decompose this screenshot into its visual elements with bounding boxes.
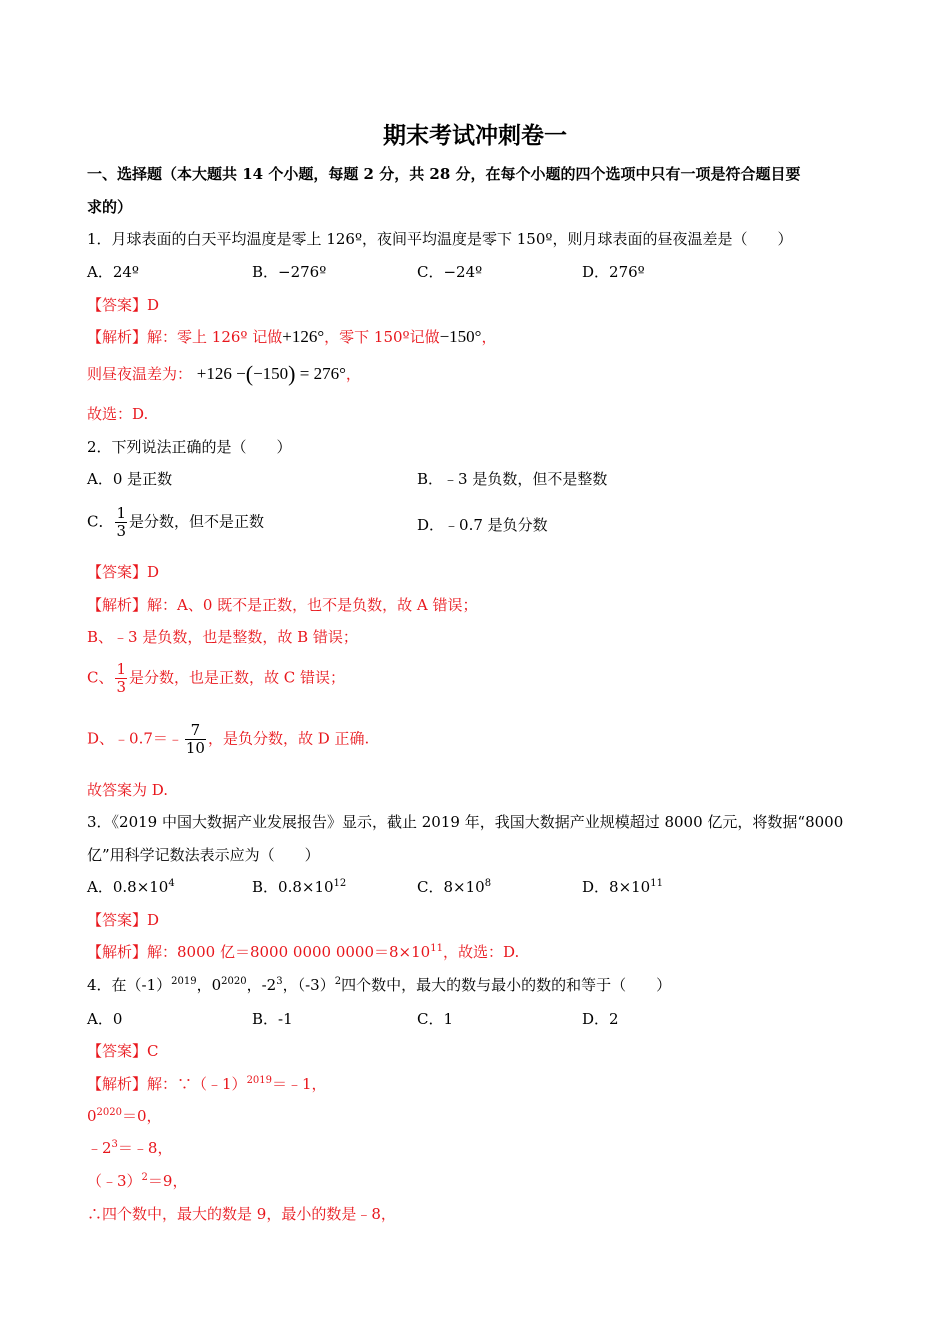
answer-label: 【答案】 xyxy=(87,296,148,314)
frac-numerator: 1 xyxy=(116,660,127,678)
q3-opt-d-base: D．8×10 xyxy=(582,878,651,896)
frac-numerator: 1 xyxy=(116,504,127,522)
q3-opt-c-exp: 8 xyxy=(484,878,492,889)
q3-opt-c-base: C．8×10 xyxy=(417,878,485,896)
q2-solution-a xyxy=(87,595,478,615)
q4-sol3-pre: ﹣2 xyxy=(87,1139,112,1157)
q2-sol-a-text: 解：A、0 既不是正数，也不是负数，故 A 错误； xyxy=(147,596,478,614)
q1-solution-line2 xyxy=(87,361,361,386)
q4-solution-line4 xyxy=(87,1171,187,1191)
q2-option-c xyxy=(87,505,264,540)
q4-solution-line2 xyxy=(87,1106,162,1126)
q2-option-b: B．﹣3 是负数，但不是整数 xyxy=(417,470,608,488)
q3-opt-b-exp: 12 xyxy=(333,878,347,889)
q4-stem-a: 4．在（-1） xyxy=(87,976,172,994)
q2-stem: 2．下列说法正确的是（ ） xyxy=(87,438,292,456)
q2-answer-value: D xyxy=(147,563,160,581)
q2-conclusion: 故答案为 D. xyxy=(87,781,169,799)
q3-solution xyxy=(87,942,519,962)
q4-answer-value: C xyxy=(147,1042,159,1060)
analysis-label: 【解析】 xyxy=(87,596,148,614)
q2-sol-c-post: 是分数，也是正数，故 C 错误； xyxy=(129,668,346,687)
fraction-seven-tenths xyxy=(185,722,206,757)
q1-sol1-end: ， xyxy=(481,328,497,346)
q1-sol1-math1: +126° xyxy=(282,327,325,346)
q1-option-b: B．−276º xyxy=(252,263,327,281)
q1-sol2-math: +126 −(−150) = 276° xyxy=(196,361,346,386)
q4-option-a: A．0 xyxy=(87,1010,123,1028)
q4-exp4: 2 xyxy=(334,976,342,987)
q2-solution-c xyxy=(87,661,345,696)
q2-optc-label: C． xyxy=(87,512,114,531)
q2-option-d: D．﹣0.7 是负分数 xyxy=(417,516,548,534)
q3-opt-a-exp: 4 xyxy=(168,878,175,889)
section-heading-cont: 求的） xyxy=(87,198,133,216)
q2-option-a: A．0 是正数 xyxy=(87,470,173,488)
q2-solution-b: B、﹣3 是负数，也是整数，故 B 错误； xyxy=(87,628,358,646)
q1-solution-line1 xyxy=(87,327,497,347)
section-heading: 一、选择题（本大题共 14 个小题，每题 2 分，共 28 分，在每个小题的四个选项中只有一项是符合题目要 xyxy=(87,165,801,183)
fraction-one-third xyxy=(115,661,127,696)
answer-label: 【答案】 xyxy=(87,563,148,581)
q1-stem: 1．月球表面的白天平均温度是零上 126º，夜间平均温度是零下 150º，则月球表面的昼夜温差是（ ） xyxy=(87,230,793,248)
q4-sol2-post: ＝0， xyxy=(122,1107,162,1125)
q1-sol1-mid: ，零下 150º记做 xyxy=(324,328,440,346)
q4-sol4-exp: 2 xyxy=(141,1172,148,1183)
q3-sol-pre: 解：8000 亿＝8000 0000 0000＝8×10 xyxy=(147,943,431,961)
q4-solution-line5: ∴四个数中，最大的数是 9，最小的数是﹣8， xyxy=(87,1205,396,1223)
q3-answer-value: D xyxy=(147,911,160,929)
fraction-one-third xyxy=(115,505,127,540)
q1-sol1-text: 解：零上 126º 记做 xyxy=(147,328,283,346)
q4-sol1-post: ＝﹣1， xyxy=(272,1075,327,1093)
page-title: 期末考试冲刺卷一 xyxy=(383,122,567,149)
q1-answer xyxy=(87,295,159,315)
q4-solution-line3 xyxy=(87,1138,172,1158)
q4-option-c: C．1 xyxy=(417,1010,454,1028)
q4-sol2-pre: 0 xyxy=(87,1107,97,1125)
frac-denominator: 3 xyxy=(116,522,127,540)
q3-stem-line1: 3．《2019 中国大数据产业发展报告》显示，截止 2019 年，我国大数据产业规模超过 8000 亿元，将数据“8000 xyxy=(87,813,844,831)
q4-sol1-exp: 2019 xyxy=(246,1075,273,1086)
q1-option-c: C．−24º xyxy=(417,263,483,281)
q4-solution-line1 xyxy=(87,1074,327,1094)
q2-sol-d-post: ，是负分数，故 D 正确. xyxy=(207,729,370,748)
q3-opt-d-exp: 11 xyxy=(650,878,663,889)
q3-option-c xyxy=(417,877,491,897)
q4-stem-d: ，（-3） xyxy=(282,976,335,994)
q1-sol2-text: 则昼夜温差为： xyxy=(87,365,193,383)
q1-sol2-a: +126 − xyxy=(196,364,246,383)
q4-exp3: 3 xyxy=(276,976,283,987)
q4-option-b: B．-1 xyxy=(252,1010,293,1028)
q4-option-d: D．2 xyxy=(582,1010,619,1028)
q2-optc-text: 是分数，但不是正数 xyxy=(129,512,265,531)
answer-label: 【答案】 xyxy=(87,911,148,929)
q1-answer-value: D xyxy=(147,296,160,314)
q4-sol2-exp: 2020 xyxy=(96,1107,122,1118)
q1-conclusion: 故选：D. xyxy=(87,405,149,423)
q4-answer xyxy=(87,1041,159,1061)
frac-numerator: 7 xyxy=(185,722,206,740)
q3-answer xyxy=(87,910,159,930)
q4-sol3-exp: 3 xyxy=(111,1139,118,1150)
q4-stem-b: ，0 xyxy=(196,976,222,994)
q1-option-d: D．276º xyxy=(582,263,645,281)
q3-sol-post: ，故选：D. xyxy=(442,943,520,961)
q4-sol1-pre: 解：∵（﹣1） xyxy=(147,1075,247,1093)
answer-label: 【答案】 xyxy=(87,1042,148,1060)
analysis-label: 【解析】 xyxy=(87,943,148,961)
analysis-label: 【解析】 xyxy=(87,1075,148,1093)
q2-answer xyxy=(87,562,159,582)
q4-sol4-pre: （﹣3） xyxy=(87,1172,142,1190)
q4-stem xyxy=(87,975,671,995)
analysis-label: 【解析】 xyxy=(87,328,148,346)
q4-stem-c: ，-2 xyxy=(246,976,277,994)
q3-stem-line2: 亿”用科学记数法表示应为（ ） xyxy=(87,846,320,864)
frac-denominator: 3 xyxy=(116,678,127,696)
q2-sol-d-pre: D、﹣0.7＝﹣ xyxy=(87,729,183,748)
q4-sol4-post: ＝9， xyxy=(147,1172,188,1190)
q3-option-b xyxy=(252,877,346,897)
q1-sol1-math2: −150° xyxy=(439,327,482,346)
q1-sol2-end: ， xyxy=(345,365,361,383)
q3-option-d xyxy=(582,877,663,897)
q1-sol2-b: −150 xyxy=(253,364,289,383)
q2-solution-d xyxy=(87,722,369,757)
q3-opt-b-base: B．0.8×10 xyxy=(252,878,334,896)
q4-sol3-post: ＝﹣8， xyxy=(117,1139,173,1157)
q3-sol-exp: 11 xyxy=(430,943,443,954)
q4-exp2: 2020 xyxy=(221,976,247,987)
q2-sol-c-pre: C、 xyxy=(87,668,114,687)
q1-option-a: A．24º xyxy=(87,263,139,281)
q4-stem-e: 四个数中，最大的数与最小的数的和等于（ ） xyxy=(341,976,672,994)
q3-option-a xyxy=(87,877,175,897)
q4-exp1: 2019 xyxy=(171,976,197,987)
frac-denominator: 10 xyxy=(185,739,205,757)
q3-opt-a-base: A．0.8×10 xyxy=(87,878,169,896)
q1-sol2-c: = 276° xyxy=(299,364,346,383)
